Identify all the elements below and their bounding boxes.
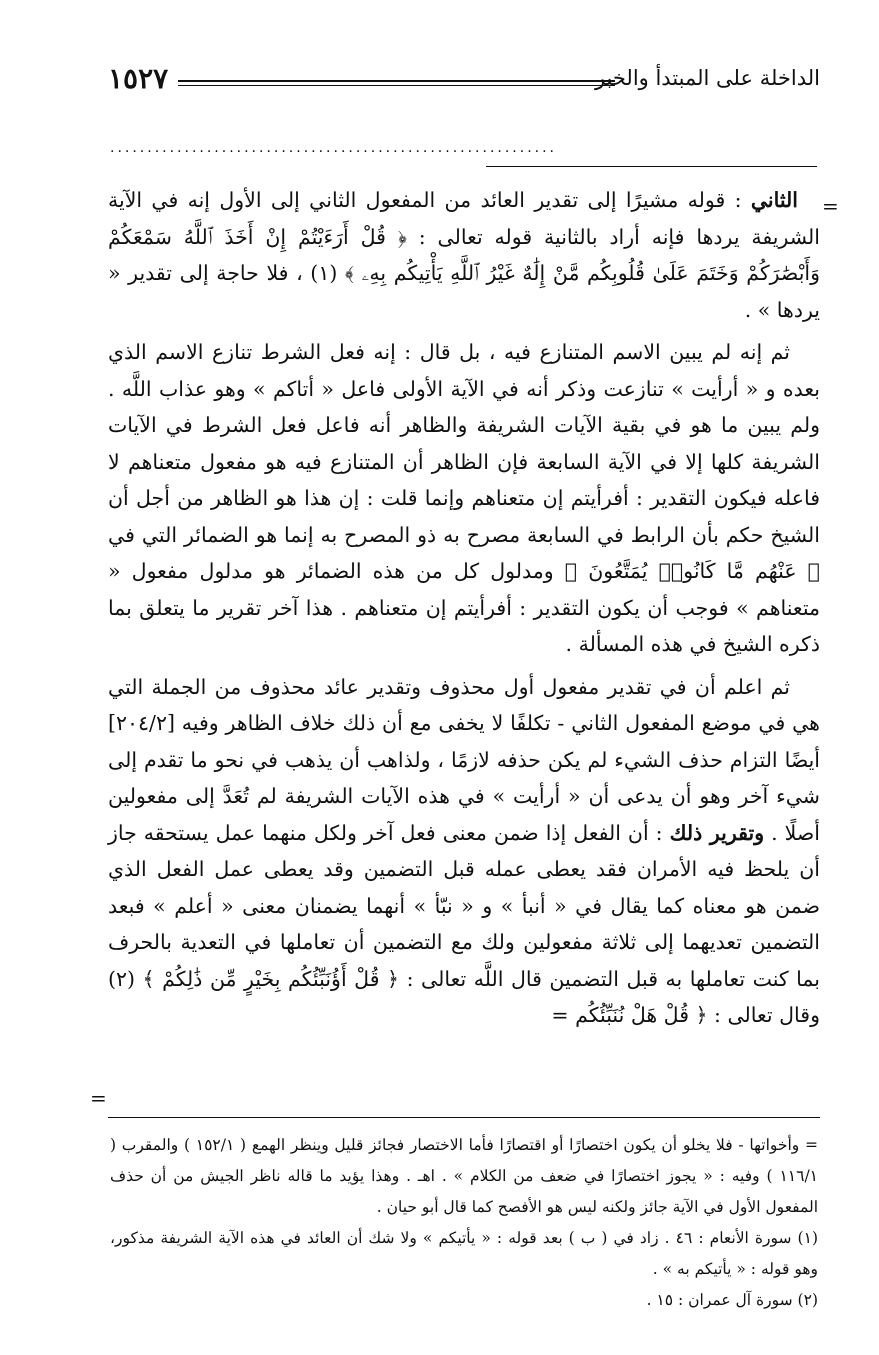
paragraph-2: ثم إنه لم يبين الاسم المتنازع فيه ، بل قال : إنه فعل الشرط تنازع الاسم الذي بعده و « أرأيت » تنازعت وذكر أنه في الآية الأولى فاعل « أتاكم » وهو عذاب اللَّه . ولم يبين ما هو في بقية الآيات الشريفة والظاهر أنه فاعل فعل الشرط في الآيات الشريفة كلها إلا في الآية السابعة فإن الظاهر أن المتنازع فيه هو مفعول متعناهم لا فاعله فيكون التقدير : أفرأيتم إن متعناهم وإنما قلت : إن هذا هو الظاهر من أجل أن الشيخ حكم بأن الرابط في السابعة مصرح به ذو المصرح به إنما هو الضمائر التي في ﴿ عَنْهُم مَّا كَانُوا۟ يُمَتَّعُونَ ﴾ ومدلول كل من هذه الضمائر هو مدلول مفعول « متعناهم » فوجب أن يكون التقدير : أفرأيتم إن متعناهم . هذا آخر تقرير ما يتعلق بما ذكره الشيخ في هذه المسألة . [108, 340, 820, 656]
paragraph-1-lead: الثاني [750, 188, 798, 212]
paragraph-3 [108, 669, 820, 1034]
main-text [108, 182, 820, 1034]
page-number: ١٥٢٧ [108, 62, 169, 95]
footnote-1: (١) سورة الأنعام : ٤٦ . زاد في ( ب ) بعد قوله : « يأتيكم » ولا شك أن العائد في هذه الآية الشريفة مذكور، وهو قوله : « يأتيكم به » . [110, 1229, 818, 1278]
paragraph-3-text-b: : أن الفعل إذا ضمن معنى فعل آخر ولكل منهما عمل يستحقه جاز أن يلحظ فيه الأمران فقد يعطى عمله قبل التضمين وقد يعطى عمل الفعل الذي ضمن هو معناه كما يقال في « أنبأ » و « نبّأ » أنهما يضمنان معنى « أعلم » فبعد التضمين تعديهما إلى ثلاثة مفعولين ولك مع التضمين أن تعاملها في التعدية بالحرف بما كنت تعاملها به قبل التضمين قال اللَّه تعالى : ﴿ قُلْ أَؤُنَبِّئُكُم بِخَيْرٍ مِّن ذَٰلِكُمْ ﴾ (٢) وقال تعالى : ﴿ قُلْ هَلْ نُنَبِّئُكُم = [108, 820, 820, 1027]
footnote-continuation: = وأخواتها - فلا يخلو أن يكون اختصارًا أو اقتصارًا فأما الاختصار فجائز قليل وينظر الهمع ( ١٥٢/١ ) والمقرب ( ١١٦/١ ) وفيه : « يجوز اختصارًا في ضعف من الكلام » . اهـ . وهذا يؤيد ما قاله ناظر الجيش من أن حذف المفعول الأول في الآية جائز ولكنه ليس هو الأفصح كما قال أبو حيان . [110, 1136, 818, 1216]
paragraph-1-text: : قوله مشيرًا إلى تقدير العائد من المفعول الثاني إلى الأول إنه في الآية الشريفة يردها فإنه أراد بالثانية قوله تعالى : ﴿ قُلْ أَرَءَيْتُمْ إِنْ أَخَذَ ٱللَّهُ سَمْعَكُمْ وَأَبْصَٰرَكُمْ وَخَتَمَ عَلَىٰ قُلُوبِكُم مَّنْ إِلَٰهٌ غَيْرُ ٱللَّهِ يَأْتِيكُم بِهِۦ ﴾ (١) ، فلا حاجة إلى تقدير « يردها » . [108, 188, 821, 322]
paragraph-1 [108, 182, 820, 328]
running-head-title: الداخلة على المبتدأ والخبر [594, 66, 820, 90]
continuation-mark-top: = [822, 194, 839, 218]
footnote-2: (٢) سورة آل عمران : ١٥ . [646, 1291, 818, 1309]
footnotes [110, 1130, 818, 1316]
continuation-mark-bottom: = [90, 1086, 107, 1110]
separator-dots: ............................................................ [110, 140, 558, 156]
paragraph-3-text-a: ثم اعلم أن في تقدير مفعول أول محذوف وتقدير عائد محذوف من الجملة التي هي في موضع المفعول الثاني - تكلفًا لا يخفى مع أن ذلك خلاف الظاهر وفيه [٢٠٤/٢] أيضًا التزام حذف الشيء لم يكن حذفه لازمًا ، ولذاهب أن يذهب في نحو ما تقدم إلى شيء آخر وهو أن يدعى أن « أرأيت » في هذه الآيات الشريفة لم تُعَدَّ إلى مفعولين أصلًا . [108, 674, 820, 845]
paragraph-3-lead: وتقرير ذلك [669, 820, 765, 845]
header-rule [178, 80, 615, 82]
header-rule-thin [178, 85, 615, 86]
section-top-rule [486, 166, 817, 167]
running-header [108, 62, 820, 102]
footnote-rule [108, 1117, 820, 1118]
